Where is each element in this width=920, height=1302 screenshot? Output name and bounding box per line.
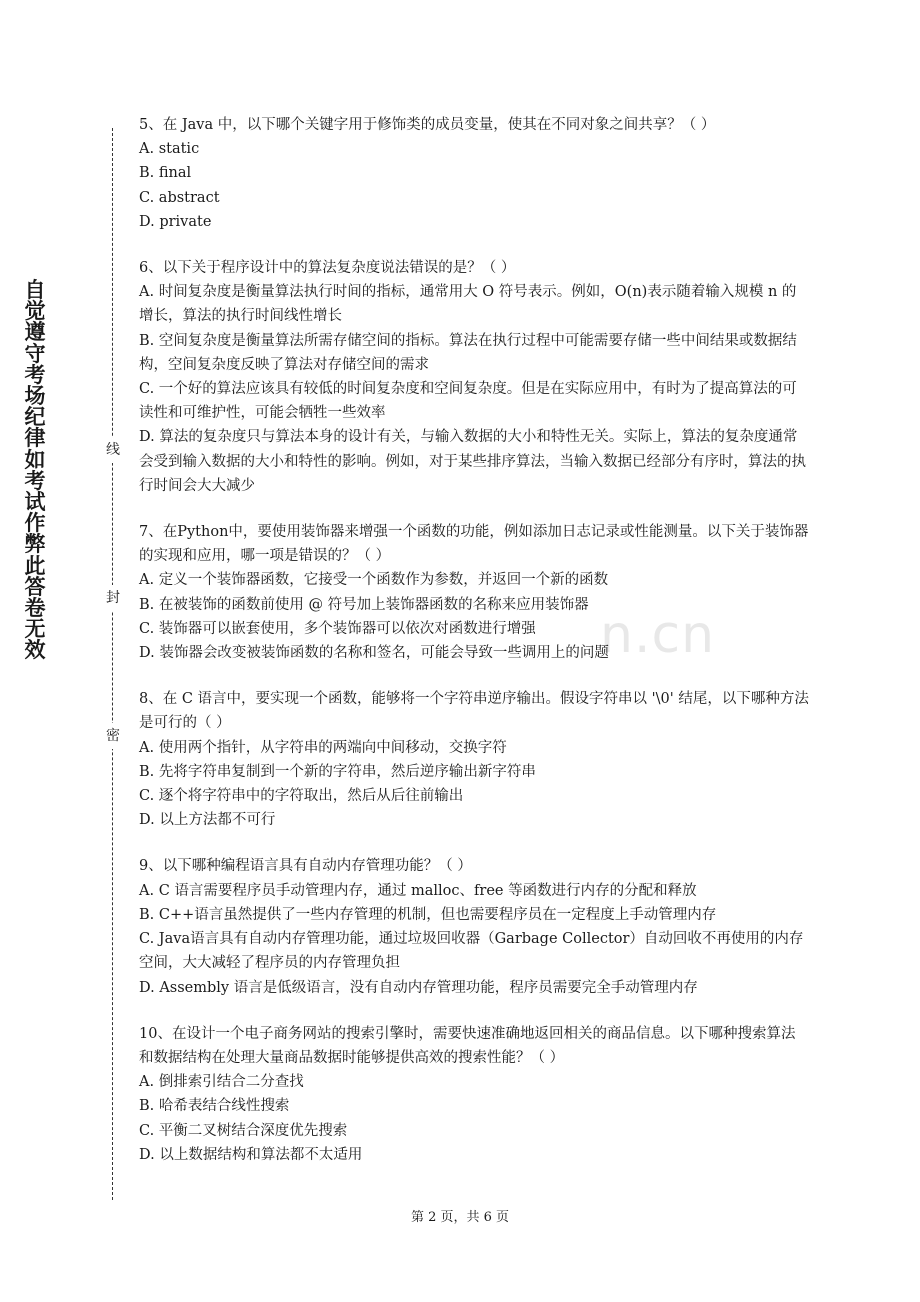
option-c: C. Java语言具有自动内存管理功能，通过垃圾回收器（Garbage Collector）自动回收不再使用的内存空间，大大减轻了程序员的内存管理负担 xyxy=(139,931,804,972)
option-d: D. 算法的复杂度只与算法本身的设计有关，与输入数据的大小和特性无关。实际上，算法的复杂度通常会受到输入数据的大小和特性的影响。例如，对于某些排序算法，当输入数据已经部分有序时，算法的执行时间会大大减少 xyxy=(139,429,806,494)
option-c: C. 装饰器可以嵌套使用，多个装饰器可以依次对函数进行增强 xyxy=(139,620,536,637)
question-title: 7、在Python中，要使用装饰器来增强一个函数的功能，例如添加日志记录或性能测量。以下关于装饰器的实现和应用，哪一项是错误的？（ ） xyxy=(139,524,809,565)
option-d: D. private xyxy=(139,213,212,230)
option-a: A. C 语言需要程序员手动管理内存，通过 malloc、free 等函数进行内存的分配和释放 xyxy=(139,882,697,899)
exam-discipline-notice: 自觉遵守考场纪律如考试作弊此答卷无效 xyxy=(24,278,46,663)
option-a: A. 倒排索引结合二分查找 xyxy=(139,1074,304,1091)
question-title: 6、以下关于程序设计中的算法复杂度说法错误的是？（ ） xyxy=(139,260,516,277)
question-list xyxy=(139,113,809,1189)
option-d: D. 以上方法都不可行 xyxy=(139,812,276,829)
option-c: C. 逐个将字符串中的字符取出，然后从后往前输出 xyxy=(139,788,464,805)
option-b: B. 在被装饰的函数前使用 @ 符号加上装饰器函数的名称来应用装饰器 xyxy=(139,596,589,613)
question-title: 9、以下哪种编程语言具有自动内存管理功能？（ ） xyxy=(139,858,472,875)
binding-mark-secret: 密 xyxy=(104,723,122,749)
question-6 xyxy=(139,256,809,498)
option-d: D. 以上数据结构和算法都不太适用 xyxy=(139,1146,363,1163)
option-a: A. 定义一个装饰器函数，它接受一个函数作为参数，并返回一个新的函数 xyxy=(139,572,609,589)
question-9 xyxy=(139,854,809,999)
binding-mark-seal: 封 xyxy=(104,585,122,611)
question-10 xyxy=(139,1022,809,1167)
option-b: B. 空间复杂度是衡量算法所需存储空间的指标。算法在执行过程中可能需要存储一些中间结果或数据结构，空间复杂度反映了算法对存储空间的需求 xyxy=(139,332,797,373)
binding-mark-line: 线 xyxy=(104,437,122,463)
question-8 xyxy=(139,687,809,832)
question-title: 8、在 C 语言中，要实现一个函数，能够将一个字符串逆序输出。假设字符串以 '\0' 结尾，以下哪种方法是可行的（ ） xyxy=(139,691,809,732)
question-title: 5、在 Java 中，以下哪个关键字用于修饰类的成员变量，使其在不同对象之间共享？（ ） xyxy=(139,117,716,133)
option-b: B. C++语言虽然提供了一些内存管理的机制，但也需要程序员在一定程度上手动管理内存 xyxy=(139,906,717,923)
option-c: C. abstract xyxy=(139,189,220,206)
option-b: B. final xyxy=(139,165,192,182)
option-a: A. 使用两个指针，从字符串的两端向中间移动，交换字符 xyxy=(139,739,507,756)
option-a: A. static xyxy=(139,141,200,158)
page-number: 第 2 页，共 6 页 xyxy=(410,1210,510,1225)
question-5 xyxy=(139,113,809,234)
option-b: B. 哈希表结合线性搜索 xyxy=(139,1098,290,1115)
binding-dashed-line xyxy=(112,128,113,1200)
option-d: D. Assembly 语言是低级语言，没有自动内存管理功能，程序员需要完全手动管理内存 xyxy=(139,979,698,996)
option-b: B. 先将字符串复制到一个新的字符串，然后逆序输出新字符串 xyxy=(139,763,536,780)
watermark: n.cn xyxy=(600,605,716,665)
option-c: C. 平衡二叉树结合深度优先搜索 xyxy=(139,1122,348,1139)
question-title: 10、在设计一个电子商务网站的搜索引擎时，需要快速准确地返回相关的商品信息。以下哪种搜索算法和数据结构在处理大量商品数据时能够提供高效的搜索性能？（ ） xyxy=(139,1025,796,1066)
option-d: D. 装饰器会改变被装饰函数的名称和签名，可能会导致一些调用上的问题 xyxy=(139,645,609,662)
option-a: A. 时间复杂度是衡量算法执行时间的指标，通常用大 O 符号表示。例如，O(n)表示随着输入规模 n 的增长，算法的执行时间线性增长 xyxy=(139,284,797,325)
question-7 xyxy=(139,520,809,665)
option-c: C. 一个好的算法应该具有较低的时间复杂度和空间复杂度。但是在实际应用中，有时为了提高算法的可读性和可维护性，可能会牺牲一些效率 xyxy=(139,381,797,422)
